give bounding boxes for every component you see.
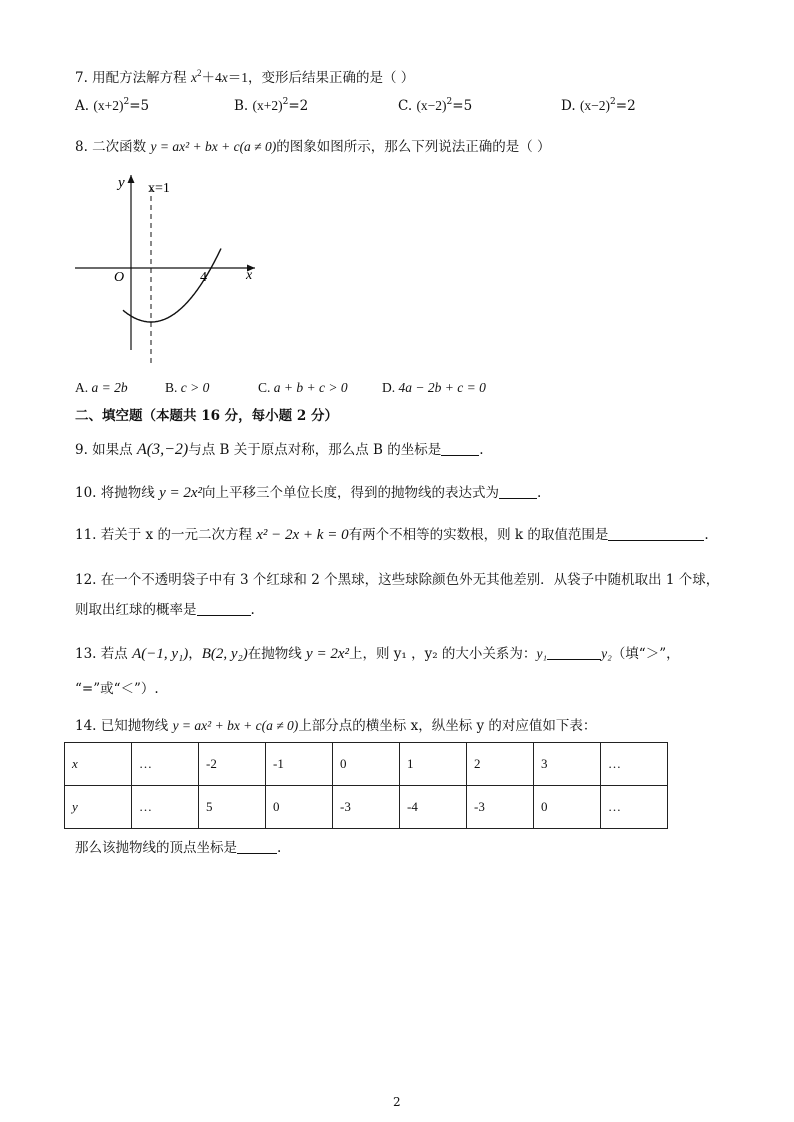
q7-option-a: A. $(x+2)^2=5$ xyxy=(75,97,150,114)
page-number: 2 xyxy=(393,1095,401,1109)
table-cell: 1 xyxy=(400,743,467,786)
table-cell: 2 xyxy=(467,743,534,786)
table-cell: 0 xyxy=(333,743,400,786)
origin-label: O xyxy=(114,270,125,285)
x-axis-label: x xyxy=(246,268,253,283)
table-cell: 0 xyxy=(534,786,601,829)
q14-followup: 那么该抛物线的顶点坐标是 . xyxy=(75,840,282,856)
q7-option-c: C. $(x-2)^2=5$ xyxy=(398,97,473,114)
parabola-graph xyxy=(70,165,270,365)
q7-stem xyxy=(75,66,414,86)
q11-answer-blank[interactable] xyxy=(608,528,704,541)
q7-stem-prefix: 7. 用配方法解方程 xyxy=(75,70,191,86)
table-row-y xyxy=(65,786,668,829)
q10: 10. 将抛物线 y = 2x²向上平移三个单位长度，得到的抛物线的表达式为 . xyxy=(75,485,542,501)
q8-function: y = ax² + bx + c(a ≠ 0) xyxy=(150,139,277,154)
q8-stem: 8. 二次函数 y = ax² + bx + c(a ≠ 0)的图象如图所示，那么下列说法正确的是（ ） xyxy=(75,139,551,155)
q14-answer-blank[interactable] xyxy=(237,841,277,854)
table-cell: -3 xyxy=(333,786,400,829)
table-cell: 5 xyxy=(199,786,266,829)
table-cell: y xyxy=(65,786,132,829)
section-heading: 二、填空题（本题共 16 分，每小题 2 分） xyxy=(75,408,338,424)
value-table xyxy=(64,742,668,829)
q14-stem: 14. 已知抛物线 y = ax² + bx + c(a ≠ 0)上部分点的横坐标 x，纵坐标 y 的对应值如下表： xyxy=(75,718,597,734)
table-cell: -2 xyxy=(199,743,266,786)
q9-answer-blank[interactable] xyxy=(441,443,479,456)
root-label: 4 xyxy=(200,270,207,285)
q11: 11. 若关于 x 的一元二次方程 x² − 2x + k = 0有两个不相等的实数根，则 k 的取值范围是 . xyxy=(75,527,709,543)
table-cell: … xyxy=(601,743,668,786)
parabola-curve xyxy=(123,249,221,323)
q13-line1: 13. 若点 A(−1, y₁)，B(2, y₂)在抛物线 y = 2x²上，则 y₁ ，y₂ 的大小关系为：y₁ y₂（填“＞”， xyxy=(75,646,680,662)
q9: 9. 如果点 A(3,−2)与点 B 关于原点对称，那么点 B 的坐标是 . xyxy=(75,441,484,458)
table-cell: … xyxy=(601,786,668,829)
q7-equation: $x^2+4x=1$ xyxy=(190,68,248,85)
q12-line1: 12. 在一个不透明袋子中有 3 个红球和 2 个黑球，这些球除颜色外无其他差别．从袋子中随机取出 1 个球， xyxy=(75,572,720,588)
table-cell: -1 xyxy=(266,743,333,786)
q7-stem-suffix: ，变形后结果正确的是（ ） xyxy=(247,70,415,86)
q10-answer-blank[interactable] xyxy=(499,486,537,499)
axis-line-label: x=1 xyxy=(148,181,170,196)
q7-option-d: D. $(x-2)^2=2$ xyxy=(561,97,636,114)
table-cell: -4 xyxy=(400,786,467,829)
q13-answer-blank[interactable] xyxy=(547,647,601,660)
q8-option-c: C. a + b + c > 0 xyxy=(258,380,348,395)
table-cell: x xyxy=(65,743,132,786)
table-cell: … xyxy=(132,743,199,786)
y-axis-arrow xyxy=(128,175,135,183)
q8-option-b: B. c > 0 xyxy=(165,380,210,395)
table-row-x xyxy=(65,743,668,786)
q8-option-a: A. a = 2b xyxy=(75,380,128,395)
q7-option-b: B. $(x+2)^2=2$ xyxy=(234,97,309,114)
q13-line2: “=”或“＜”）. xyxy=(75,681,159,697)
q12-answer-blank[interactable] xyxy=(197,603,251,616)
table-cell: -3 xyxy=(467,786,534,829)
table-cell: 3 xyxy=(534,743,601,786)
y-axis-label: y xyxy=(118,175,125,191)
q12-line2: 则取出红球的概率是 . xyxy=(75,602,255,618)
table-cell: … xyxy=(132,786,199,829)
q8-option-d: D. 4a − 2b + c = 0 xyxy=(382,380,486,395)
table-cell: 0 xyxy=(266,786,333,829)
